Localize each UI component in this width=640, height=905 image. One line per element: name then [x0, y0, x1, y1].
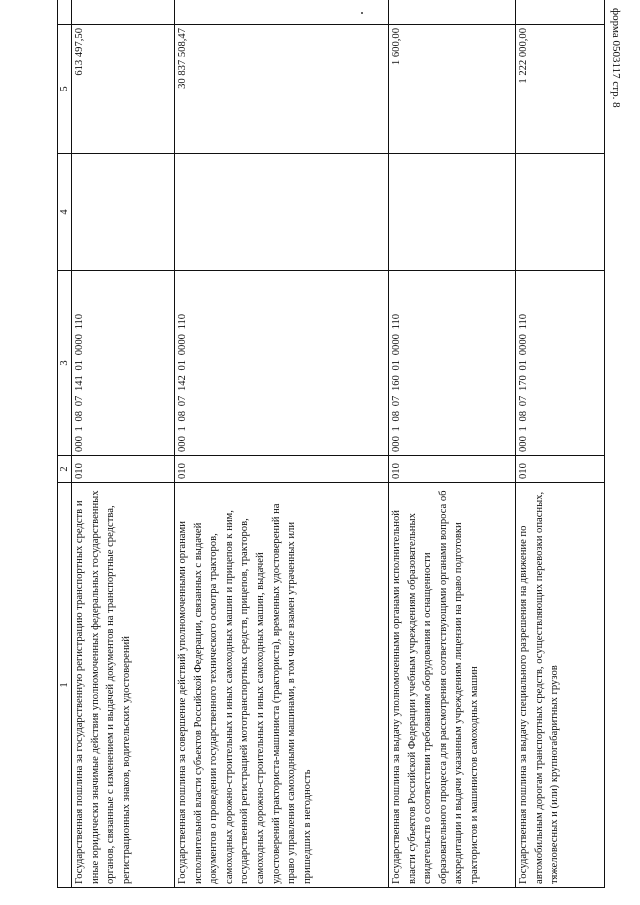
form-label: форма 0503117 стр. 8 — [610, 8, 622, 108]
row-approved — [175, 154, 389, 271]
row-budget-code: 000 1 08 07 170 01 0000 110 — [516, 271, 605, 456]
row-not-executed — [175, 0, 389, 25]
column-header-row — [58, 0, 72, 888]
row-name-text: Государственная пошлина за совершение действий уполномоченными органами исполнительной власти субъектов Российской Федерации, связанных с выдачей документов о проведении государственного технического осмотра тракторов, самоходных дорожно-строительных и иных самоходных машин и прицепов к ним, государственной регистрацией мототранспортных средств, прицепов, тракторов, самоходных дорожно-строительных и иных самоходных машин, выдачей удостоверений тракториста-машиниста (тракториста), временных удостоверений на право управления самоходными машинами, в том числе взамен утраченных или пришедших в негодность — [177, 503, 313, 884]
row-budget-code: 000 1 08 07 160 01 0000 110 — [389, 271, 516, 456]
row-name-text: Государственная пошлина за выдачу уполномоченными органами исполнительной власти субъектов Российской Федерации учебным учреждениям образовательных свидетельств о соответствии требованиям оборудования и оснащенности образовательного процесса для рассмотрения соответствующими органами вопроса об аккредитации и выдачи указанным учреждениям лицензии на право подготовки трактористов и машинистов самоходных машин — [391, 490, 480, 884]
row-not-executed — [389, 0, 516, 25]
row-approved — [389, 154, 516, 271]
row-name-text: Государственная пошлина за выдачу специального разрешения на движение по автомобильным дорогам транспортных средств, осуществляющих перевозки опасных, тяжеловесных и (или) крупногабаритных грузов — [518, 491, 561, 884]
row-name — [72, 483, 175, 888]
row-not-executed — [72, 0, 175, 25]
rotated-report-table — [57, 8, 609, 888]
row-name — [389, 483, 516, 888]
row-budget-code: 000 1 08 07 141 01 0000 110 — [72, 271, 175, 456]
row-name — [516, 483, 605, 888]
row-approved — [72, 154, 175, 271]
table-row — [72, 0, 175, 888]
row-name — [175, 483, 389, 888]
row-approved — [516, 154, 605, 271]
row-line-code: 010 — [175, 456, 389, 483]
table-row — [175, 0, 389, 888]
column-header-1: 1 — [58, 483, 72, 888]
column-header-4: 4 — [58, 154, 72, 271]
row-line-code: 010 — [72, 456, 175, 483]
row-executed: 613 497,50 — [72, 25, 175, 154]
row-line-code: 010 — [516, 456, 605, 483]
row-executed: 1 222 000,00 — [516, 25, 605, 154]
column-header-5: 5 — [58, 25, 72, 154]
column-header-6 — [58, 0, 72, 25]
row-budget-code: 000 1 08 07 142 01 0000 110 — [175, 271, 389, 456]
column-header-3: 3 — [58, 271, 72, 456]
row-name-text: Государственная пошлина за государственную регистрацию транспортных средств и иные юридически значимые действия уполномоченных федеральных государственных органов, связанные с изменением и выдачей документов на транспортные средства, регистрационных знаков, водительских удостоверений — [74, 490, 132, 884]
row-not-executed — [516, 0, 605, 25]
column-header-2: 2 — [58, 456, 72, 483]
income-table — [57, 0, 605, 888]
row-executed: 30 837 508,47 — [175, 25, 389, 154]
row-line-code: 010 — [389, 456, 516, 483]
row-executed: 1 600,00 — [389, 25, 516, 154]
table-row — [389, 0, 516, 888]
table-row — [516, 0, 605, 888]
